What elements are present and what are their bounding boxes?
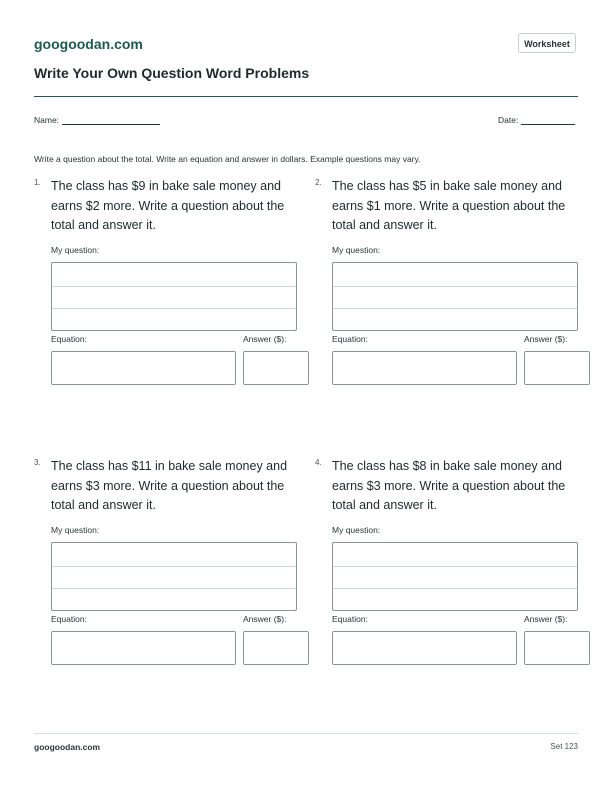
question-box[interactable]: [332, 262, 578, 331]
name-line[interactable]: [62, 124, 160, 125]
equation-box[interactable]: [51, 631, 236, 665]
question-box[interactable]: [51, 542, 297, 611]
answer-box[interactable]: [243, 351, 309, 385]
page-title: Write Your Own Question Word Problems: [34, 65, 310, 81]
name-field: [34, 115, 160, 125]
worksheet-badge: Worksheet: [518, 33, 576, 53]
equation-label: Equation:: [332, 334, 368, 344]
answer-box[interactable]: [524, 351, 590, 385]
problem-text: The class has $8 in bake sale money and earns $3 more. Write a question about the total and answer it.: [332, 459, 566, 512]
writing-line: [333, 286, 577, 287]
writing-line: [333, 308, 577, 309]
question-label: My question:: [332, 525, 381, 535]
footer-divider: [34, 733, 578, 734]
problem-number: 4.: [315, 458, 322, 467]
brand-logo-text: googoodan.com: [34, 36, 143, 52]
answer-box[interactable]: [243, 631, 309, 665]
problem-4: [315, 457, 575, 687]
answer-box[interactable]: [524, 631, 590, 665]
problem-number: 3.: [34, 458, 41, 467]
equation-box[interactable]: [332, 631, 517, 665]
question-box[interactable]: [51, 262, 297, 331]
date-line[interactable]: [521, 124, 575, 125]
answer-label: Answer ($):: [243, 614, 287, 624]
problem-text: The class has $5 in bake sale money and earns $1 more. Write a question about the total and answer it.: [332, 179, 566, 232]
problem-number: 1.: [34, 178, 41, 187]
writing-line: [333, 566, 577, 567]
question-box[interactable]: [332, 542, 578, 611]
problem-number: 2.: [315, 178, 322, 187]
equation-label: Equation:: [51, 614, 87, 624]
writing-line: [52, 588, 296, 589]
name-label: Name:: [34, 115, 60, 125]
question-label: My question:: [51, 245, 100, 255]
question-label: My question:: [51, 525, 100, 535]
footer-set-number: Set 123: [550, 742, 578, 751]
date-label: Date:: [498, 115, 519, 125]
header-divider: [34, 96, 578, 97]
writing-line: [52, 566, 296, 567]
answer-label: Answer ($):: [524, 334, 568, 344]
problem-text: The class has $9 in bake sale money and earns $2 more. Write a question about the total and answer it.: [51, 179, 285, 232]
problem-text: The class has $11 in bake sale money and earns $3 more. Write a question about the total and answer it.: [51, 459, 288, 512]
footer-site: googoodan.com: [34, 742, 101, 752]
writing-line: [52, 286, 296, 287]
equation-box[interactable]: [332, 351, 517, 385]
equation-label: Equation:: [51, 334, 87, 344]
question-label: My question:: [332, 245, 381, 255]
instructions: Write a question about the total. Write an equation and answer in dollars. Example questions may vary.: [34, 154, 421, 164]
date-field: [498, 115, 575, 125]
equation-box[interactable]: [51, 351, 236, 385]
problem-3: [34, 457, 294, 687]
writing-line: [52, 308, 296, 309]
problem-2: [315, 177, 575, 407]
answer-label: Answer ($):: [524, 614, 568, 624]
writing-line: [333, 588, 577, 589]
equation-label: Equation:: [332, 614, 368, 624]
answer-label: Answer ($):: [243, 334, 287, 344]
problem-1: [34, 177, 294, 407]
